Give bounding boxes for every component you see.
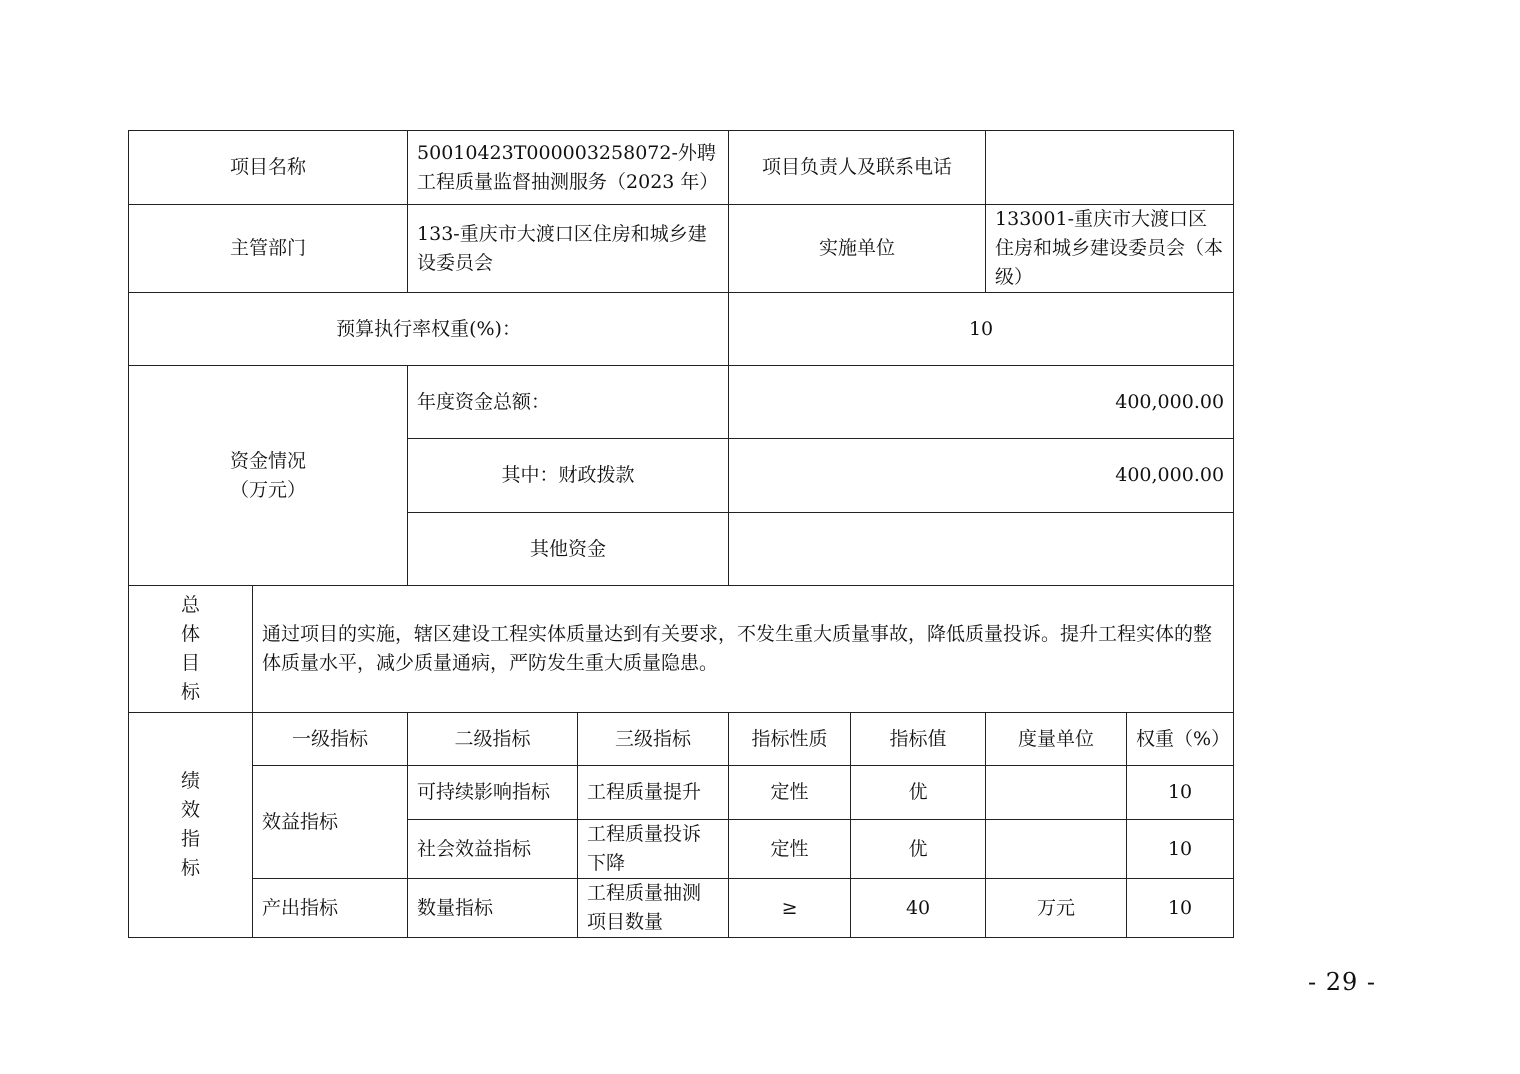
funds-fiscal-value: 400,000.00 (729, 439, 1234, 513)
funds-total-label: 年度资金总额： (408, 366, 729, 439)
project-manager-label: 项目负责人及联系电话 (729, 131, 986, 205)
funds-total-value: 400,000.00 (729, 366, 1234, 439)
row-level3: 工程质量提升 (578, 766, 729, 820)
indicators-label-char: 绩 (180, 770, 200, 792)
impl-unit-label: 实施单位 (729, 205, 986, 293)
goal-label (129, 586, 253, 713)
header-level3: 三级指标 (578, 713, 729, 766)
project-name-label: 项目名称 (129, 131, 408, 205)
goal-label-char: 总 (180, 594, 200, 616)
funds-other-value (729, 513, 1234, 586)
row-nature: 定性 (729, 766, 851, 820)
indicators-label (129, 713, 253, 938)
impl-unit-value: 133001-重庆市大渡口区住房和城乡建设委员会（本级） (986, 205, 1234, 293)
funds-fiscal-label: 其中：财政拨款 (408, 439, 729, 513)
funds-label (129, 366, 408, 586)
project-manager-value (986, 131, 1234, 205)
row-level1: 产出指标 (253, 879, 408, 938)
table-row (129, 766, 1234, 820)
row-level1: 效益指标 (253, 766, 408, 879)
funds-label-line1: 资金情况 (230, 449, 307, 472)
goal-label-char: 标 (180, 681, 200, 703)
row-level3: 工程质量抽测项目数量 (578, 879, 729, 938)
budget-weight-label: 预算执行率权重(%)： (129, 293, 729, 366)
header-level2: 二级指标 (408, 713, 578, 766)
funds-other-label: 其他资金 (408, 513, 729, 586)
project-name-value: 50010423T000003258072-外聘工程质量监督抽测服务（2023 年） (408, 131, 729, 205)
table-row (129, 879, 1234, 938)
row-weight: 10 (1127, 820, 1234, 879)
funds-label-line2: （万元） (230, 478, 307, 501)
indicators-label-char: 标 (180, 857, 200, 879)
row-nature: 定性 (729, 820, 851, 879)
row-weight: 10 (1127, 879, 1234, 938)
row-weight: 10 (1127, 766, 1234, 820)
header-unit: 度量单位 (986, 713, 1127, 766)
goal-label-char: 目 (180, 652, 200, 674)
row-level2: 数量指标 (408, 879, 578, 938)
header-nature: 指标性质 (729, 713, 851, 766)
row-value: 40 (851, 879, 986, 938)
indicators-label-char: 效 (180, 799, 200, 821)
indicators-label-char: 指 (180, 828, 200, 850)
row-level3: 工程质量投诉下降 (578, 820, 729, 879)
header-weight: 权重（%） (1127, 713, 1234, 766)
budget-weight-value: 10 (729, 293, 1234, 366)
row-unit (986, 820, 1127, 879)
row-level2: 社会效益指标 (408, 820, 578, 879)
performance-target-table (128, 130, 1234, 938)
dept-label: 主管部门 (129, 205, 408, 293)
row-value: 优 (851, 766, 986, 820)
page-number: - 29 - (1308, 968, 1377, 996)
row-level2: 可持续影响指标 (408, 766, 578, 820)
goal-label-char: 体 (180, 623, 200, 645)
row-unit: 万元 (986, 879, 1127, 938)
row-unit (986, 766, 1127, 820)
header-level1: 一级指标 (253, 713, 408, 766)
row-value: 优 (851, 820, 986, 879)
row-nature: ≥ (729, 879, 851, 938)
header-value: 指标值 (851, 713, 986, 766)
dept-value: 133-重庆市大渡口区住房和城乡建设委员会 (408, 205, 729, 293)
goal-text: 通过项目的实施，辖区建设工程实体质量达到有关要求，不发生重大质量事故，降低质量投诉。提升工程实体的整体质量水平，减少质量通病，严防发生重大质量隐患。 (253, 586, 1234, 713)
